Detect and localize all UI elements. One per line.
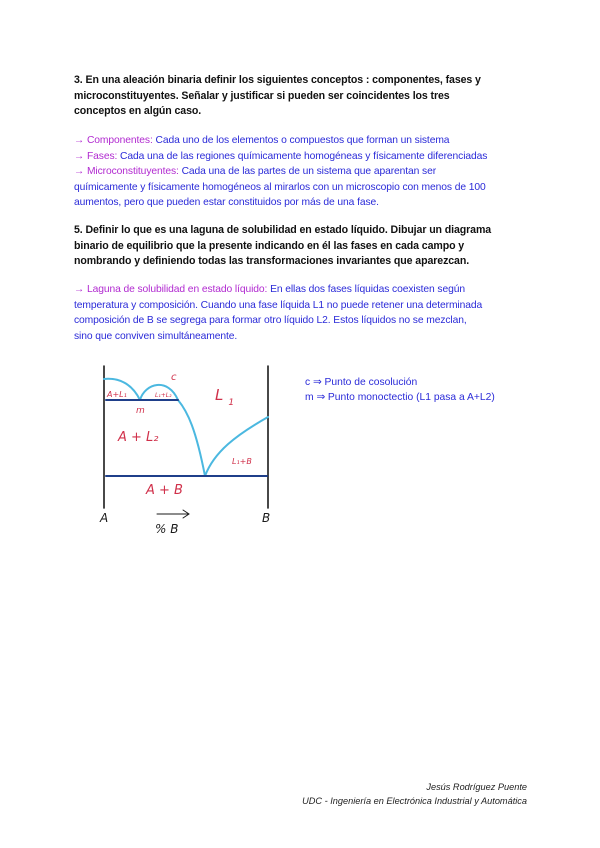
legend-cosolucion: c ⇒ Punto de cosolución: [305, 377, 418, 388]
label-l1-b: L₁+B: [232, 457, 252, 466]
liquidus-drop-to-eutectic: [178, 400, 205, 476]
label-l1-letter: L: [215, 386, 224, 404]
label-l1: [215, 386, 234, 408]
label-a-l1: A+L₁: [107, 390, 127, 399]
axis-label-percent-b: % B: [155, 522, 179, 536]
question-3-line-1: 3. En una aleación binaria definir los siguientes conceptos : componentes, fases y: [74, 74, 481, 86]
axis-label-a: A: [100, 511, 109, 525]
text-componentes: Cada uno de los elementos o compuestos que forman un sistema: [152, 135, 450, 146]
label-m: m: [136, 406, 145, 416]
question-5-line-1: 5. Definir lo que es una laguna de solubilidad en estado líquido. Dibujar un diagrama: [74, 224, 492, 236]
label-l1-l2: L₁+L₂: [155, 392, 172, 399]
label-a-l2: A + L₂: [118, 430, 159, 445]
term-componentes: → Componentes:: [74, 135, 153, 146]
text-laguna: En ellas dos fases líquidas coexisten según: [267, 284, 465, 295]
footer: [302, 780, 527, 808]
label-c: c: [171, 372, 177, 383]
axis-label-b: B: [262, 511, 271, 525]
footer-institution: UDC - Ingeniería en Electrónica Industrial y Automática: [302, 796, 527, 806]
composition-arrow: [157, 510, 189, 518]
footer-author: Jesús Rodríguez Puente: [426, 782, 527, 792]
laguna-line-4: sino que conviven simultáneamente.: [74, 330, 238, 342]
laguna-line-3: composición de B se segrega para formar otro líquido L2. Estos líquidos no se mezclan,: [74, 315, 467, 326]
laguna-line-2: temperatura y composición. Cuando una fase líquida L1 no puede retener una determinada: [74, 299, 483, 311]
term-microconstituyentes: → Microconstituyentes:: [74, 166, 179, 177]
label-l1-subscript: 1: [228, 398, 235, 408]
question-3-line-2: microconstituyentes. Señalar y justificar si pueden ser coincidentes los tres: [74, 89, 450, 102]
question-5-line-2: binario de equilibrio que la presente indicando en él las fases en cada campo y: [74, 239, 465, 252]
microconstituyentes-line-3: aumentos, pero que pueden estar constituidos por más de una fase.: [74, 197, 379, 208]
term-fases: → Fases:: [74, 150, 118, 162]
text-microconstituyentes: Cada una de las partes de un sistema que aparentan ser: [178, 166, 437, 177]
label-a-b: A + B: [146, 483, 183, 498]
text-fases: Cada una de las regiones químicamente homogéneas y físicamente diferenciadas: [117, 150, 488, 162]
question-3-line-3: conceptos en algún caso.: [74, 105, 202, 117]
question-5-line-3: nombrando y definiendo todas las transformaciones invariantes que aparezcan.: [74, 255, 470, 267]
microconstituyentes-line-2: químicamente y físicamente homogéneos al mirarlos con un microscopio con menos de 100: [74, 181, 486, 193]
legend-monotectico: m ⇒ Punto monoctectio (L1 pasa a A+L2): [305, 392, 495, 403]
term-laguna: → Laguna de solubilidad en estado líquido:: [74, 284, 268, 295]
liquidus-right-branch: [205, 417, 268, 476]
